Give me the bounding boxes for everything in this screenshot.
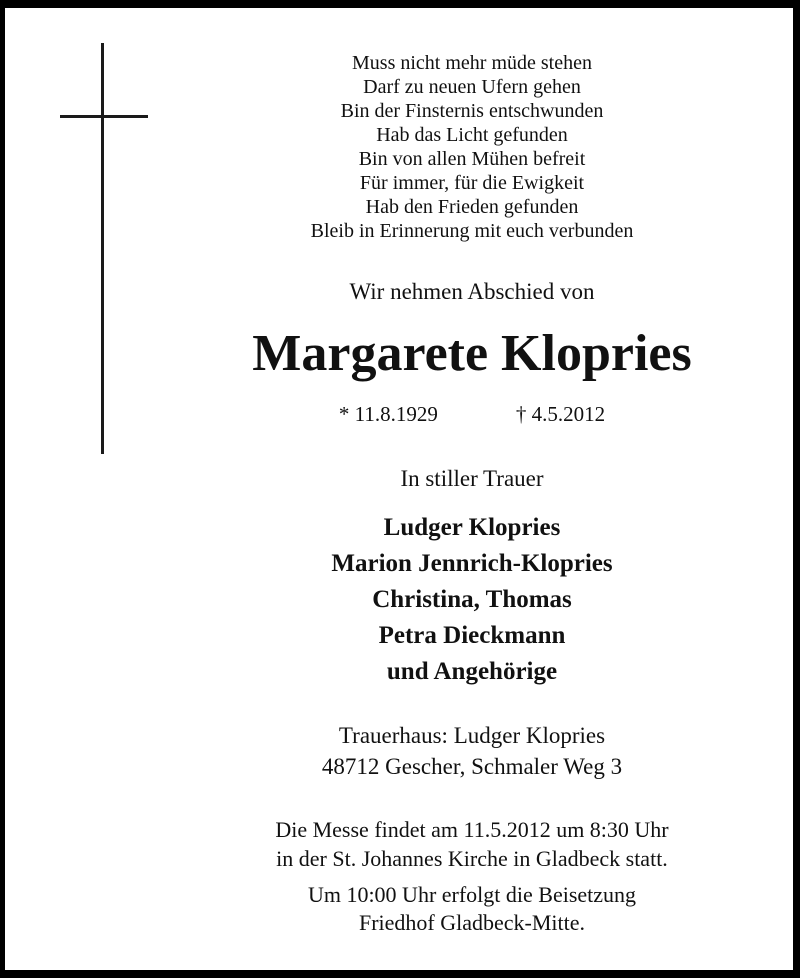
mass-info-line: in der St. Johannes Kirche in Gladbeck statt. bbox=[276, 846, 668, 871]
life-dates bbox=[139, 400, 800, 428]
farewell-intro: Wir nehmen Abschied von bbox=[349, 279, 595, 304]
cross-icon-horizontal-bar bbox=[60, 115, 148, 118]
poem-line: Muss nicht mehr müde stehen bbox=[352, 52, 592, 74]
cross-icon-vertical-bar bbox=[101, 43, 104, 454]
poem-line: Bin von allen Mühen befreit bbox=[358, 148, 586, 170]
mass-info-line: Die Messe findet am 11.5.2012 um 8:30 Uhr bbox=[275, 817, 669, 842]
mourner-name: Marion Jennrich-Klopries bbox=[331, 550, 613, 577]
poem-line: Bin der Finsternis entschwunden bbox=[340, 100, 604, 122]
mourner-name: Christina, Thomas bbox=[372, 586, 572, 613]
mourner-name: Ludger Klopries bbox=[383, 514, 561, 541]
burial-info-line: Um 10:00 Uhr erfolgt die Beisetzung bbox=[307, 882, 637, 907]
mourner-name: und Angehörige bbox=[386, 658, 558, 685]
mourning-house-line: Trauerhaus: Ludger Klopries bbox=[338, 723, 606, 748]
mass-info bbox=[139, 815, 800, 873]
death-date: † 4.5.2012 bbox=[515, 402, 606, 426]
mourning-house-info bbox=[139, 720, 800, 782]
burial-info-line: Friedhof Gladbeck-Mitte. bbox=[358, 910, 586, 935]
poem-line: Für immer, für die Ewigkeit bbox=[359, 172, 585, 194]
poem-line: Hab das Licht gefunden bbox=[376, 124, 568, 146]
birth-date: * 11.8.1929 bbox=[338, 402, 438, 426]
obituary-paper bbox=[5, 8, 793, 970]
poem-line: Bleib in Erinnerung mit euch verbunden bbox=[310, 220, 634, 242]
poem-line: Hab den Frieden gefunden bbox=[365, 196, 579, 218]
burial-info bbox=[139, 881, 800, 937]
poem bbox=[139, 51, 800, 243]
mourners-list bbox=[139, 510, 800, 690]
mourning-house-line: 48712 Gescher, Schmaler Weg 3 bbox=[321, 754, 623, 779]
poem-line: Darf zu neuen Ufern gehen bbox=[363, 76, 581, 98]
mourner-name: Petra Dieckmann bbox=[378, 622, 566, 649]
deceased-name: Margarete Klopries bbox=[252, 325, 692, 382]
mourning-intro: In stiller Trauer bbox=[400, 466, 544, 491]
